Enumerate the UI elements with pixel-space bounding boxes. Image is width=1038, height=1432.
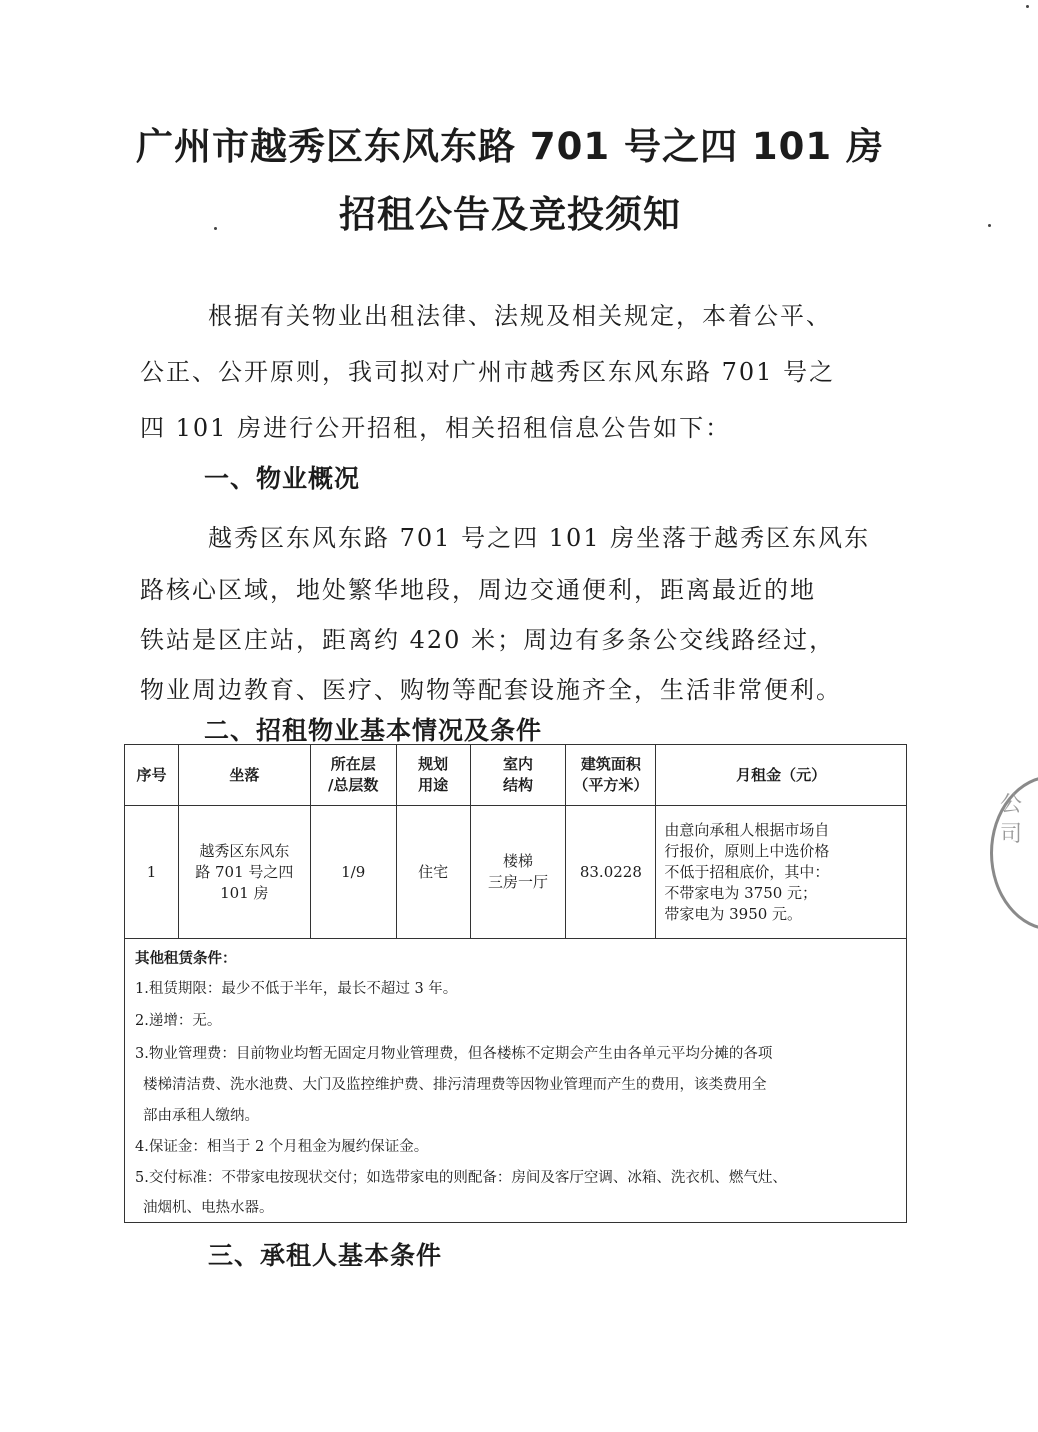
section1-line-1: 越秀区东风东路 701 号之四 101 房坐落于越秀区东风东	[208, 524, 871, 552]
header-no: 序号	[125, 745, 179, 806]
header-rent: 月租金（元）	[656, 745, 907, 806]
section1-line-2: 路核心区域，地处繁华地段，周边交通便利，距离最近的地	[140, 576, 816, 604]
condition-3-line1: 3.物业管理费：目前物业均暂无固定月物业管理费，但各楼栋不定期会产生由各单元平均分摊的各项	[135, 1046, 773, 1062]
cell-floor: 1/9	[310, 806, 396, 939]
condition-3-line3: 部由承租人缴纳。	[143, 1108, 259, 1124]
header-use-line1: 规划	[418, 755, 449, 773]
condition-5-line2: 油烟机、电热水器。	[143, 1200, 274, 1216]
section3-heading: 三、承租人基本条件	[208, 1241, 443, 1270]
header-location: 坐落	[178, 745, 310, 806]
cell-rent-line3: 不低于招租底价，其中：	[664, 862, 830, 881]
intro-line-3: 四 101 房进行公开招租，相关招租信息公告如下：	[140, 414, 732, 442]
cell-area: 83.0228	[566, 806, 656, 939]
cell-structure-line1: 楼梯	[502, 852, 533, 870]
header-floor	[310, 745, 396, 806]
cell-rent	[656, 806, 907, 939]
intro-line-2: 公正、公开原则，我司拟对广州市越秀区东风东路 701 号之	[140, 358, 836, 386]
document-title-line2: 招租公告及竞投须知	[339, 193, 681, 236]
condition-2: 2.递增：无。	[135, 1013, 222, 1029]
cell-location	[178, 806, 310, 939]
header-area-line2: （平方米）	[573, 776, 649, 794]
header-area	[566, 745, 656, 806]
table-row	[125, 806, 907, 939]
cell-rent-line4: 不带家电为 3750 元；	[664, 883, 818, 902]
cell-rent-line1: 由意向承租人根据市场自	[664, 820, 830, 839]
header-floor-line1: 所在层	[330, 755, 376, 773]
condition-3-line2: 楼梯清洁费、洗水池费、大门及监控维护费、排污清理费等因物业管理而产生的费用，该类费用全	[143, 1077, 767, 1093]
cell-use: 住宅	[396, 806, 470, 939]
document-title-line1: 广州市越秀区东风东路 701 号之四 101 房	[136, 125, 884, 168]
cell-rent-line5: 带家电为 3950 元。	[664, 904, 803, 923]
cell-rent-line2: 行报价，原则上中选价格	[664, 841, 830, 860]
cell-structure-line2: 三房一厅	[487, 873, 548, 891]
cell-structure	[470, 806, 566, 939]
intro-line-1: 根据有关物业出租法律、法规及相关规定，本着公平、	[208, 302, 832, 330]
conditions-title: 其他租赁条件：	[135, 951, 237, 967]
section1-heading: 一、物业概况	[204, 464, 361, 493]
header-area-line1: 建筑面积	[580, 755, 641, 773]
condition-1: 1.租赁期限：最少不低于半年，最长不超过 3 年。	[135, 981, 458, 997]
header-floor-line2: /总层数	[327, 776, 379, 794]
section1-line-3: 铁站是区庄站，距离约 420 米；周边有多条公交线路经过，	[140, 626, 836, 654]
cell-location-line3: 101 房	[220, 883, 269, 902]
section1-line-4: 物业周边教育、医疗、购物等配套设施齐全，生活非常便利。	[140, 676, 842, 704]
other-conditions-box	[124, 937, 907, 1223]
section2-heading: 二、招租物业基本情况及条件	[204, 716, 543, 745]
table-header-row	[125, 745, 907, 806]
company-seal-text: 公司	[1000, 792, 1023, 847]
header-structure	[470, 745, 566, 806]
condition-5-line1: 5.交付标准：不带家电按现状交付；如选带家电的则配备：房间及客厅空调、冰箱、洗衣机、燃气灶、	[135, 1170, 787, 1186]
cell-location-line1: 越秀区东风东	[199, 841, 290, 860]
header-use	[396, 745, 470, 806]
cell-no: 1	[125, 806, 179, 939]
property-table	[124, 744, 907, 939]
header-structure-line1: 室内	[502, 755, 533, 773]
header-structure-line2: 结构	[502, 776, 533, 794]
scan-speck	[214, 227, 217, 230]
cell-location-line2: 路 701 号之四	[195, 862, 294, 881]
condition-4: 4.保证金：相当于 2 个月租金为履约保证金。	[135, 1139, 429, 1155]
header-use-line2: 用途	[418, 776, 449, 794]
scan-speck	[1026, 5, 1029, 8]
scan-speck	[988, 224, 991, 227]
